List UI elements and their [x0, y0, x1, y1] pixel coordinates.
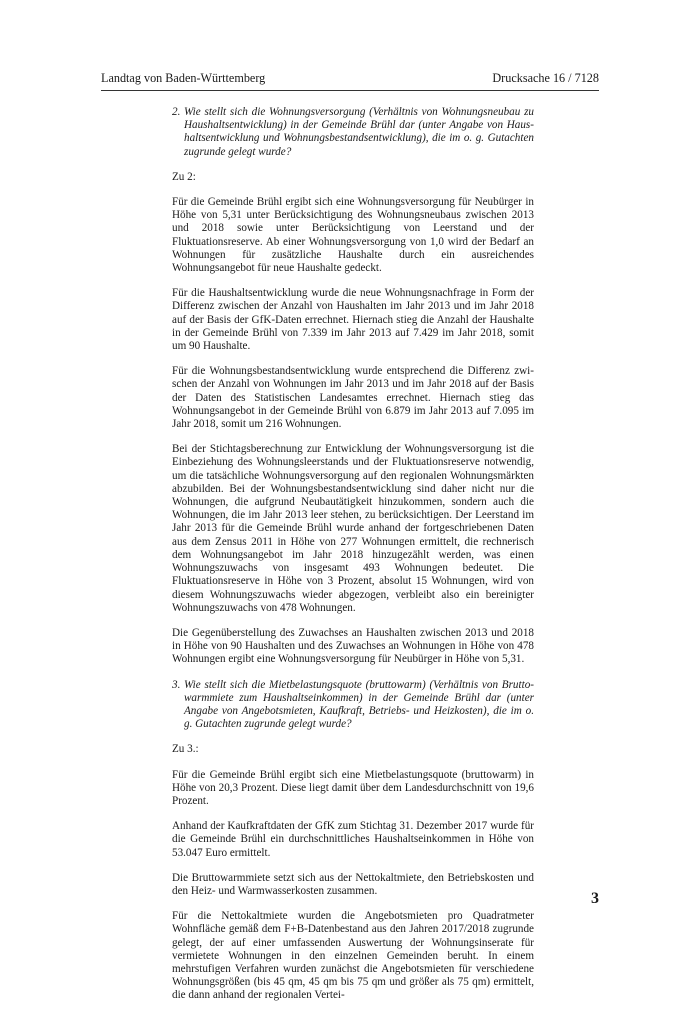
answer-2-heading: Zu 2:: [172, 170, 196, 183]
question-text: Wie stellt sich die Wohnungsversorgung (Verhältnis von Wohnungsneubau zu Haushaltsentwicklung) in der Gemeinde Brühl dar (unter Angabe von Haushaltsentwicklung und Wohnungsbestandsentwicklung), die im o. g. Gutachten zugrunde gelegt wurde?: [184, 106, 534, 158]
question-3: [172, 679, 534, 732]
answer-2-paragraph: Die Gegenüberstellung des Zuwachses an Haushalten zwischen 2013 und 2018 in Höhe von 90 Haushalten und des Zuwachses an Wohnungen in Höhe von 478 Wohnungen ergibt eine Wohnungsversorgung für Neubürger in Höhe von 5,31.: [172, 626, 534, 666]
answer-3-paragraph: Für die Gemeinde Brühl ergibt sich eine Mietbelastungsquote (bruttowarm) in Höhe von 20,3 Prozent. Diese liegt damit über dem Landesdurchschnitt von 19,6 Prozent.: [172, 768, 534, 807]
question-number: 3.: [172, 678, 181, 691]
header-publisher: Landtag von Baden-Württemberg: [101, 71, 266, 85]
answer-3-heading: Zu 3.:: [172, 743, 199, 756]
answer-2-paragraph: Bei der Stichtagsberechnung zur Entwicklung der Wohnungsversorgung ist die Einbeziehung des Wohnungsleerstands und der Fluktuationsreserve notwendig, um die tatsächliche Wohnungsversorgung auf den regionalen Wohnungsmärkten abzubilden. Bei der Wohnungsbestandsentwicklung sind daher nicht nur die Wohnungen, die aufgrund Neubautätigkeit hinzukommen, sondern auch die Wohnungen, die im Jahr 2013 leer stehen, zu berücksichtigen. Der Leerstand im Jahr 2013 für die Gemeinde Brühl wurde anhand der fortgeschriebenen Daten aus dem Zensus 2011 in Höhe von 277 Wohnungen ermittelt, die rechnerisch dem Wohnungsangebot im Jahr 2018 hinzugezählt werden, was einen Wohnungszuwachs von insgesamt 493 Wohnungen bedeutet. Die Fluktuationsreserve in Höhe von 3 Prozent, absolut 15 Wohnungen, wird von diesem Wohnungszuwachs wieder abgezogen, verbleibt also ein bereinigter Wohnungszuwachs von 478 Wohnungen.: [172, 443, 534, 614]
question-number: 2.: [172, 106, 181, 118]
question-text: Wie stellt sich die Mietbelastungsquote (bruttowarm) (Verhältnis von Bruttowarmmiete zum Haushaltseinkommen) in der Gemeinde Brühl dar (unter Angabe von Angebotsmieten, Kaufkraft, Betriebs- und Heizkosten), die im o. g. Gutachten zugrunde gelegt wurde?: [184, 678, 534, 731]
page-header: [101, 70, 599, 86]
answer-3-paragraph: Für die Nettokaltmiete wurden die Angebotsmieten pro Quadratmeter Wohnfläche gemäß dem F+B-Datenbestand aus den Jahren 2017/2018 zugrunde gelegt, der auf einer umfassenden Auswertung der Wohnungsinserate für vermietete Wohnungen in den einzelnen Gemeinden beruht. In einem mehrstufigen Verfahren wurden zunächst die Angebotsmieten für verschiedene Wohnungsgrößen (bis 45 qm, 45 qm bis 75 qm und größer als 75 qm) ermittelt, die dann anhand der regionalen Vertei-: [172, 910, 534, 1002]
answer-2-paragraph: Für die Haushaltsentwicklung wurde die neue Wohnungsnachfrage in Form der Differenz zwischen der Anzahl von Haushalten im Jahr 2013 und im Jahr 2018 auf der Basis der GfK-Daten errechnet. Hiernach stieg die Anzahl der Haushalte in der Gemeinde Brühl von 7.339 im Jahr 2013 auf 7.429 im Jahr 2018, somit um 90 Haushalte.: [172, 287, 534, 353]
answer-3-paragraph: Die Bruttowarmmiete setzt sich aus der Nettokaltmiete, den Betriebskosten und den Heiz- und Warmwasserkosten zusammen.: [172, 871, 534, 897]
question-2: [172, 106, 534, 159]
answer-2-paragraph: Für die Gemeinde Brühl ergibt sich eine Wohnungsversorgung für Neubürger in Höhe von 5,31 unter Berücksichtigung des Wohnungsneubaus zwischen 2013 und 2018 sowie unter Berücksichtigung von Leerstand und der Fluktuationsreserve. Ab einer Wohnungsversorgung von 1,0 wird der Bedarf an Wohnungen für zusätzliche Haushalte durch ein ausreichendes Wohnungsangebot für neue Haushalte gedeckt.: [172, 196, 534, 275]
document-body: [172, 106, 534, 1015]
answer-2-paragraph: Für die Wohnungsbestandsentwicklung wurde entsprechend die Differenz zwischen der Anzahl von Wohnungen im Jahr 2013 und im Jahr 2018 auf der Basis der Daten des Statistischen Landesamtes errechnet. Hiernach stieg das Wohnungsangebot in der Gemeinde Brühl von 6.879 im Jahr 2013 auf 7.095 im Jahr 2018, somit um 216 Wohnungen.: [172, 365, 534, 431]
answer-3-paragraph: Anhand der Kaufkraftdaten der GfK zum Stichtag 31. Dezember 2017 wurde für die Gemeinde Brühl ein durchschnittliches Haushaltseinkommen in Höhe von 53.047 Euro ermittelt.: [172, 820, 534, 859]
page-number: 3: [591, 890, 599, 907]
header-document-number: Drucksache 16 / 7128: [492, 71, 599, 85]
header-rule: [101, 90, 599, 91]
